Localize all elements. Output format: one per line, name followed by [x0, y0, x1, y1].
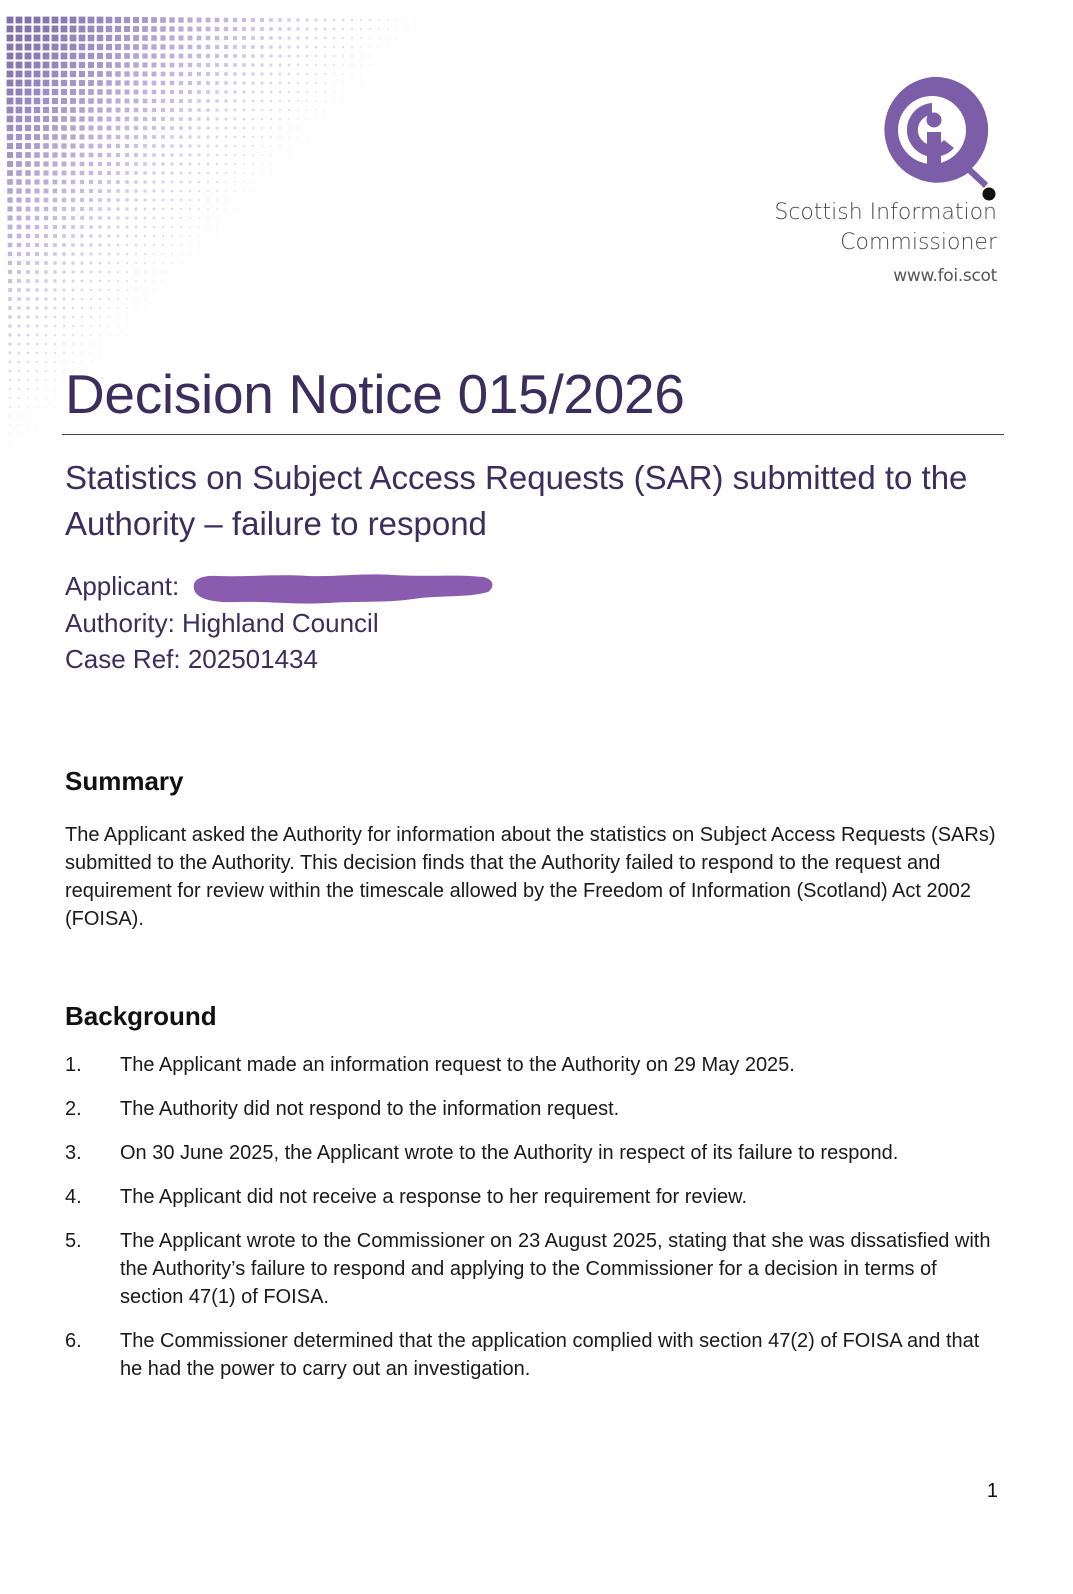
list-item-text: On 30 June 2025, the Applicant wrote to the Authority in respect of its failure to respond. — [120, 1142, 899, 1164]
list-item-number: 3. — [65, 1142, 82, 1164]
page-number: 1 — [986, 1480, 998, 1502]
background-heading: Background — [65, 1001, 217, 1031]
background-list — [65, 1051, 1005, 1399]
applicant-redaction-mark — [188, 571, 496, 607]
list-item-text: The Applicant did not receive a response to her requirement for review. — [120, 1186, 748, 1208]
list-item — [65, 1095, 1005, 1123]
page-title: Decision Notice 015/2026 — [65, 363, 685, 425]
list-item-text: The Authority did not respond to the information request. — [120, 1098, 620, 1120]
logo-organisation-name — [774, 198, 997, 258]
logo-name-line2: Commissioner — [840, 230, 997, 255]
logo-website-url: www.foi.scot — [893, 266, 997, 286]
info-i-logo-icon — [871, 70, 997, 202]
list-item — [65, 1051, 1005, 1079]
list-item-text: The Applicant wrote to the Commissioner on 23 August 2025, stating that she was dissatisfied with the Authority’s failure to respond and applying to the Commissioner for a decision in terms of section 47(1) of FOISA. — [120, 1230, 991, 1308]
list-item-text: The Applicant made an information request to the Authority on 29 May 2025. — [120, 1054, 795, 1076]
list-item — [65, 1183, 1005, 1211]
summary-heading: Summary — [65, 766, 184, 796]
summary-paragraph: The Applicant asked the Authority for information about the statistics on Subject Access Requests (SARs) submitted to the Authority. This decision finds that the Authority failed to respond to the request and requirement for review within the timescale allowed by the Freedom of Information (Scotland) Act 2002 (FOISA). — [65, 824, 996, 930]
applicant-label: Applicant: — [65, 571, 180, 601]
commissioner-logo — [737, 70, 997, 300]
list-item-number: 4. — [65, 1186, 82, 1208]
list-item-number: 6. — [65, 1330, 82, 1352]
notice-subtitle: Statistics on Subject Access Requests (SAR) submitted to the Authority – failure to respond — [65, 459, 968, 542]
logo-name-line1: Scottish Information — [774, 200, 997, 225]
case-ref-line: Case Ref: 202501434 — [65, 644, 318, 674]
list-item — [65, 1139, 1005, 1167]
list-item — [65, 1227, 1005, 1311]
list-item — [65, 1327, 1005, 1383]
authority-line: Authority: Highland Council — [65, 607, 379, 638]
list-item-number: 1. — [65, 1054, 82, 1076]
list-item-number: 5. — [65, 1230, 82, 1252]
list-item-number: 2. — [65, 1098, 82, 1120]
list-item-text: The Commissioner determined that the application complied with section 47(2) of FOISA and that he had the power to carry out an investigation. — [120, 1330, 980, 1380]
title-divider — [62, 434, 1004, 435]
